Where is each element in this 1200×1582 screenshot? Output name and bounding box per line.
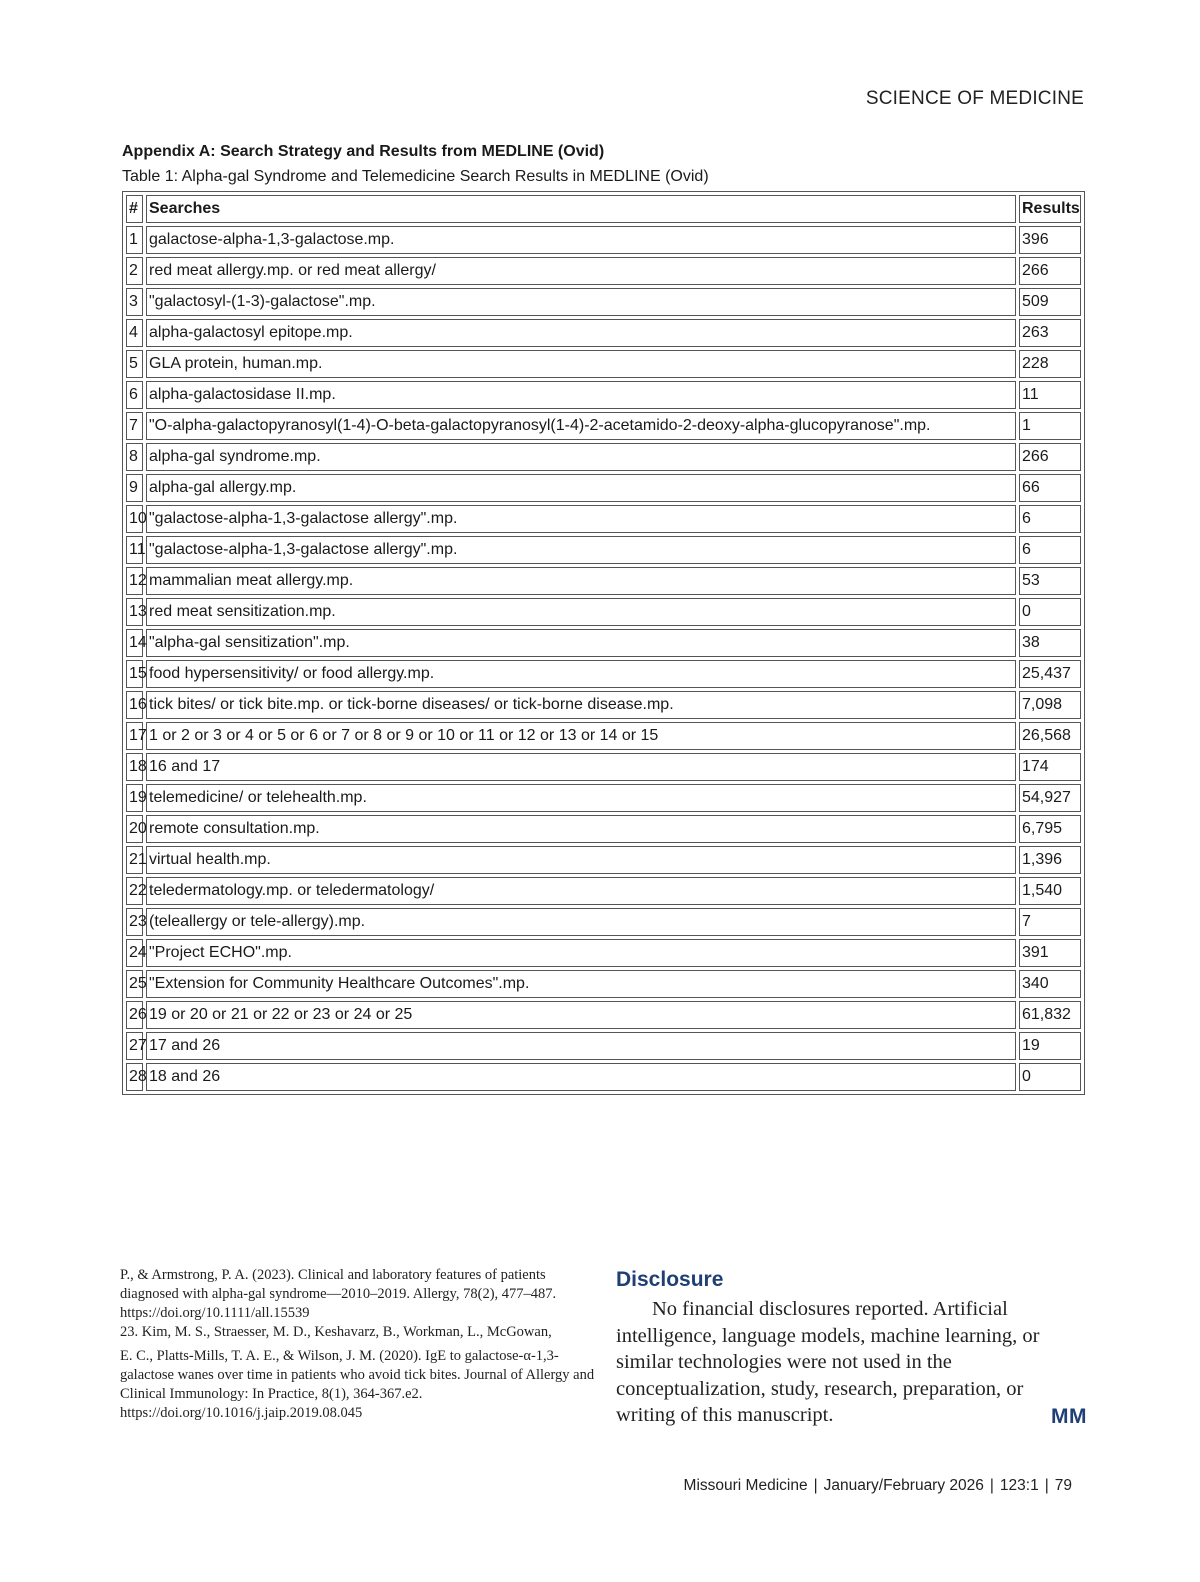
row-number: 13 <box>126 598 143 626</box>
row-search: mammalian meat allergy.mp. <box>146 567 1016 595</box>
row-search: alpha-gal syndrome.mp. <box>146 443 1016 471</box>
appendix-title: Appendix A: Search Strategy and Results from MEDLINE (Ovid) <box>122 143 605 160</box>
row-results: 391 <box>1019 939 1081 967</box>
row-number: 3 <box>126 288 143 316</box>
table-row <box>126 970 1081 998</box>
row-search: "Project ECHO".mp. <box>146 939 1016 967</box>
table-row <box>126 722 1081 750</box>
row-number: 24 <box>126 939 143 967</box>
footer-separator: | <box>1044 1477 1049 1494</box>
row-results: 7,098 <box>1019 691 1081 719</box>
row-search: "alpha-gal sensitization".mp. <box>146 629 1016 657</box>
row-search: 19 or 20 or 21 or 22 or 23 or 24 or 25 <box>146 1001 1016 1029</box>
row-search: alpha-galactosidase II.mp. <box>146 381 1016 409</box>
row-results: 1,396 <box>1019 846 1081 874</box>
row-number: 16 <box>126 691 143 719</box>
footer-journal: Missouri Medicine <box>683 1477 808 1494</box>
row-number: 23 <box>126 908 143 936</box>
table-row <box>126 226 1081 254</box>
row-number: 7 <box>126 412 143 440</box>
row-search: red meat allergy.mp. or red meat allergy/ <box>146 257 1016 285</box>
row-results: 174 <box>1019 753 1081 781</box>
table-row <box>126 598 1081 626</box>
row-search: alpha-galactosyl epitope.mp. <box>146 319 1016 347</box>
row-number: 12 <box>126 567 143 595</box>
row-search: (teleallergy or tele-allergy).mp. <box>146 908 1016 936</box>
row-number: 21 <box>126 846 143 874</box>
table-row <box>126 1063 1081 1091</box>
row-search: galactose-alpha-1,3-galactose.mp. <box>146 226 1016 254</box>
row-search: 1 or 2 or 3 or 4 or 5 or 6 or 7 or 8 or 9 or 10 or 11 or 12 or 13 or 14 or 15 <box>146 722 1016 750</box>
table-row <box>126 474 1081 502</box>
row-results: 1,540 <box>1019 877 1081 905</box>
row-number: 17 <box>126 722 143 750</box>
row-search: remote consultation.mp. <box>146 815 1016 843</box>
row-number: 1 <box>126 226 143 254</box>
row-search: food hypersensitivity/ or food allergy.mp. <box>146 660 1016 688</box>
table-row <box>126 536 1081 564</box>
row-results: 11 <box>1019 381 1081 409</box>
table-row <box>126 505 1081 533</box>
table-row <box>126 691 1081 719</box>
row-search: GLA protein, human.mp. <box>146 350 1016 378</box>
row-results: 266 <box>1019 443 1081 471</box>
table-row <box>126 381 1081 409</box>
row-search: "Extension for Community Healthcare Outcomes".mp. <box>146 970 1016 998</box>
table-row <box>126 567 1081 595</box>
header-number: # <box>126 195 143 223</box>
row-number: 18 <box>126 753 143 781</box>
table-row <box>126 753 1081 781</box>
row-number: 11 <box>126 536 143 564</box>
row-results: 340 <box>1019 970 1081 998</box>
row-number: 19 <box>126 784 143 812</box>
row-search: 18 and 26 <box>146 1063 1016 1091</box>
row-results: 38 <box>1019 629 1081 657</box>
row-number: 4 <box>126 319 143 347</box>
table-row <box>126 412 1081 440</box>
row-number: 20 <box>126 815 143 843</box>
disclosure-heading: Disclosure <box>616 1268 724 1291</box>
row-search: tick bites/ or tick bite.mp. or tick-borne diseases/ or tick-borne disease.mp. <box>146 691 1016 719</box>
table-row <box>126 939 1081 967</box>
reference-23-continued: E. C., Platts-Mills, T. A. E., & Wilson, J. M. (2020). IgE to galactose-α-1,3-galactose wanes over time in patients who avoid tick bites. Journal of Allergy and Clinical Immunology: In Practice, 8(1), 364-367.e2. https://doi.org/10.1016/j.jaip.2019.08.045 <box>120 1348 595 1421</box>
row-search: alpha-gal allergy.mp. <box>146 474 1016 502</box>
row-number: 28 <box>126 1063 143 1091</box>
header-results: Results <box>1019 195 1081 223</box>
row-results: 26,568 <box>1019 722 1081 750</box>
row-number: 27 <box>126 1032 143 1060</box>
reference-23-first-line: 23. Kim, M. S., Straesser, M. D., Keshavarz, B., Workman, L., McGowan, <box>120 1324 552 1340</box>
row-number: 6 <box>126 381 143 409</box>
footer-volume: 123:1 <box>999 1477 1039 1494</box>
header-searches: Searches <box>146 195 1016 223</box>
disclosure-text: No financial disclosures reported. Artificial intelligence, language models, machine learning, or similar technologies were not used in the conceptualization, study, research, preparation, or writing of this manuscript. <box>616 1298 1040 1426</box>
table-row <box>126 784 1081 812</box>
table-row <box>126 846 1081 874</box>
table-row <box>126 288 1081 316</box>
row-search: telemedicine/ or telehealth.mp. <box>146 784 1016 812</box>
row-search: teledermatology.mp. or teledermatology/ <box>146 877 1016 905</box>
row-results: 266 <box>1019 257 1081 285</box>
row-search: 16 and 17 <box>146 753 1016 781</box>
row-results: 228 <box>1019 350 1081 378</box>
table-row <box>126 1001 1081 1029</box>
table-row <box>126 629 1081 657</box>
table-row <box>126 257 1081 285</box>
footer-separator: | <box>989 1477 994 1494</box>
table-header-row <box>126 195 1081 223</box>
row-results: 396 <box>1019 226 1081 254</box>
row-results: 19 <box>1019 1032 1081 1060</box>
footer-issue-date: January/February 2026 <box>823 1477 984 1494</box>
row-search: "O-alpha-galactopyranosyl(1-4)-O-beta-galactopyranosyl(1-4)-2-acetamido-2-deoxy-alpha-glucopyranose".mp. <box>146 412 1016 440</box>
page-footer <box>684 1477 1072 1495</box>
row-search: "galactose-alpha-1,3-galactose allergy".mp. <box>146 536 1016 564</box>
row-number: 8 <box>126 443 143 471</box>
row-results: 6 <box>1019 505 1081 533</box>
section-header: SCIENCE OF MEDICINE <box>865 88 1084 109</box>
table-row <box>126 815 1081 843</box>
footer-page-number: 79 <box>1054 1477 1072 1494</box>
row-number: 2 <box>126 257 143 285</box>
table-row <box>126 443 1081 471</box>
row-number: 9 <box>126 474 143 502</box>
row-results: 61,832 <box>1019 1001 1081 1029</box>
row-number: 10 <box>126 505 143 533</box>
row-results: 6,795 <box>1019 815 1081 843</box>
row-number: 25 <box>126 970 143 998</box>
row-results: 66 <box>1019 474 1081 502</box>
table-caption: Table 1: Alpha-gal Syndrome and Telemedicine Search Results in MEDLINE (Ovid) <box>122 168 709 185</box>
reference-22-continued: P., & Armstrong, P. A. (2023). Clinical and laboratory features of patients diagnosed with alpha-gal syndrome—2010–2019. Allergy, 78(2), 477–487. https://doi.org/10.1111/all.15539 <box>120 1267 557 1321</box>
row-results: 263 <box>1019 319 1081 347</box>
row-number: 22 <box>126 877 143 905</box>
row-search: virtual health.mp. <box>146 846 1016 874</box>
table-row <box>126 877 1081 905</box>
row-search: "galactose-alpha-1,3-galactose allergy".mp. <box>146 505 1016 533</box>
row-results: 25,437 <box>1019 660 1081 688</box>
row-results: 0 <box>1019 1063 1081 1091</box>
table-row <box>126 660 1081 688</box>
row-results: 6 <box>1019 536 1081 564</box>
table-row <box>126 319 1081 347</box>
search-results-table <box>122 191 1085 1095</box>
row-search: red meat sensitization.mp. <box>146 598 1016 626</box>
references-list <box>120 1266 598 1423</box>
row-results: 1 <box>1019 412 1081 440</box>
row-number: 15 <box>126 660 143 688</box>
footer-separator: | <box>813 1477 818 1494</box>
row-results: 7 <box>1019 908 1081 936</box>
row-results: 54,927 <box>1019 784 1081 812</box>
end-of-article-mark: MM <box>1051 1405 1087 1428</box>
row-results: 0 <box>1019 598 1081 626</box>
row-search: "galactosyl-(1-3)-galactose".mp. <box>146 288 1016 316</box>
row-number: 14 <box>126 629 143 657</box>
table-row <box>126 1032 1081 1060</box>
row-search: 17 and 26 <box>146 1032 1016 1060</box>
row-results: 509 <box>1019 288 1081 316</box>
row-results: 53 <box>1019 567 1081 595</box>
table-row <box>126 350 1081 378</box>
row-number: 26 <box>126 1001 143 1029</box>
row-number: 5 <box>126 350 143 378</box>
table-row <box>126 908 1081 936</box>
